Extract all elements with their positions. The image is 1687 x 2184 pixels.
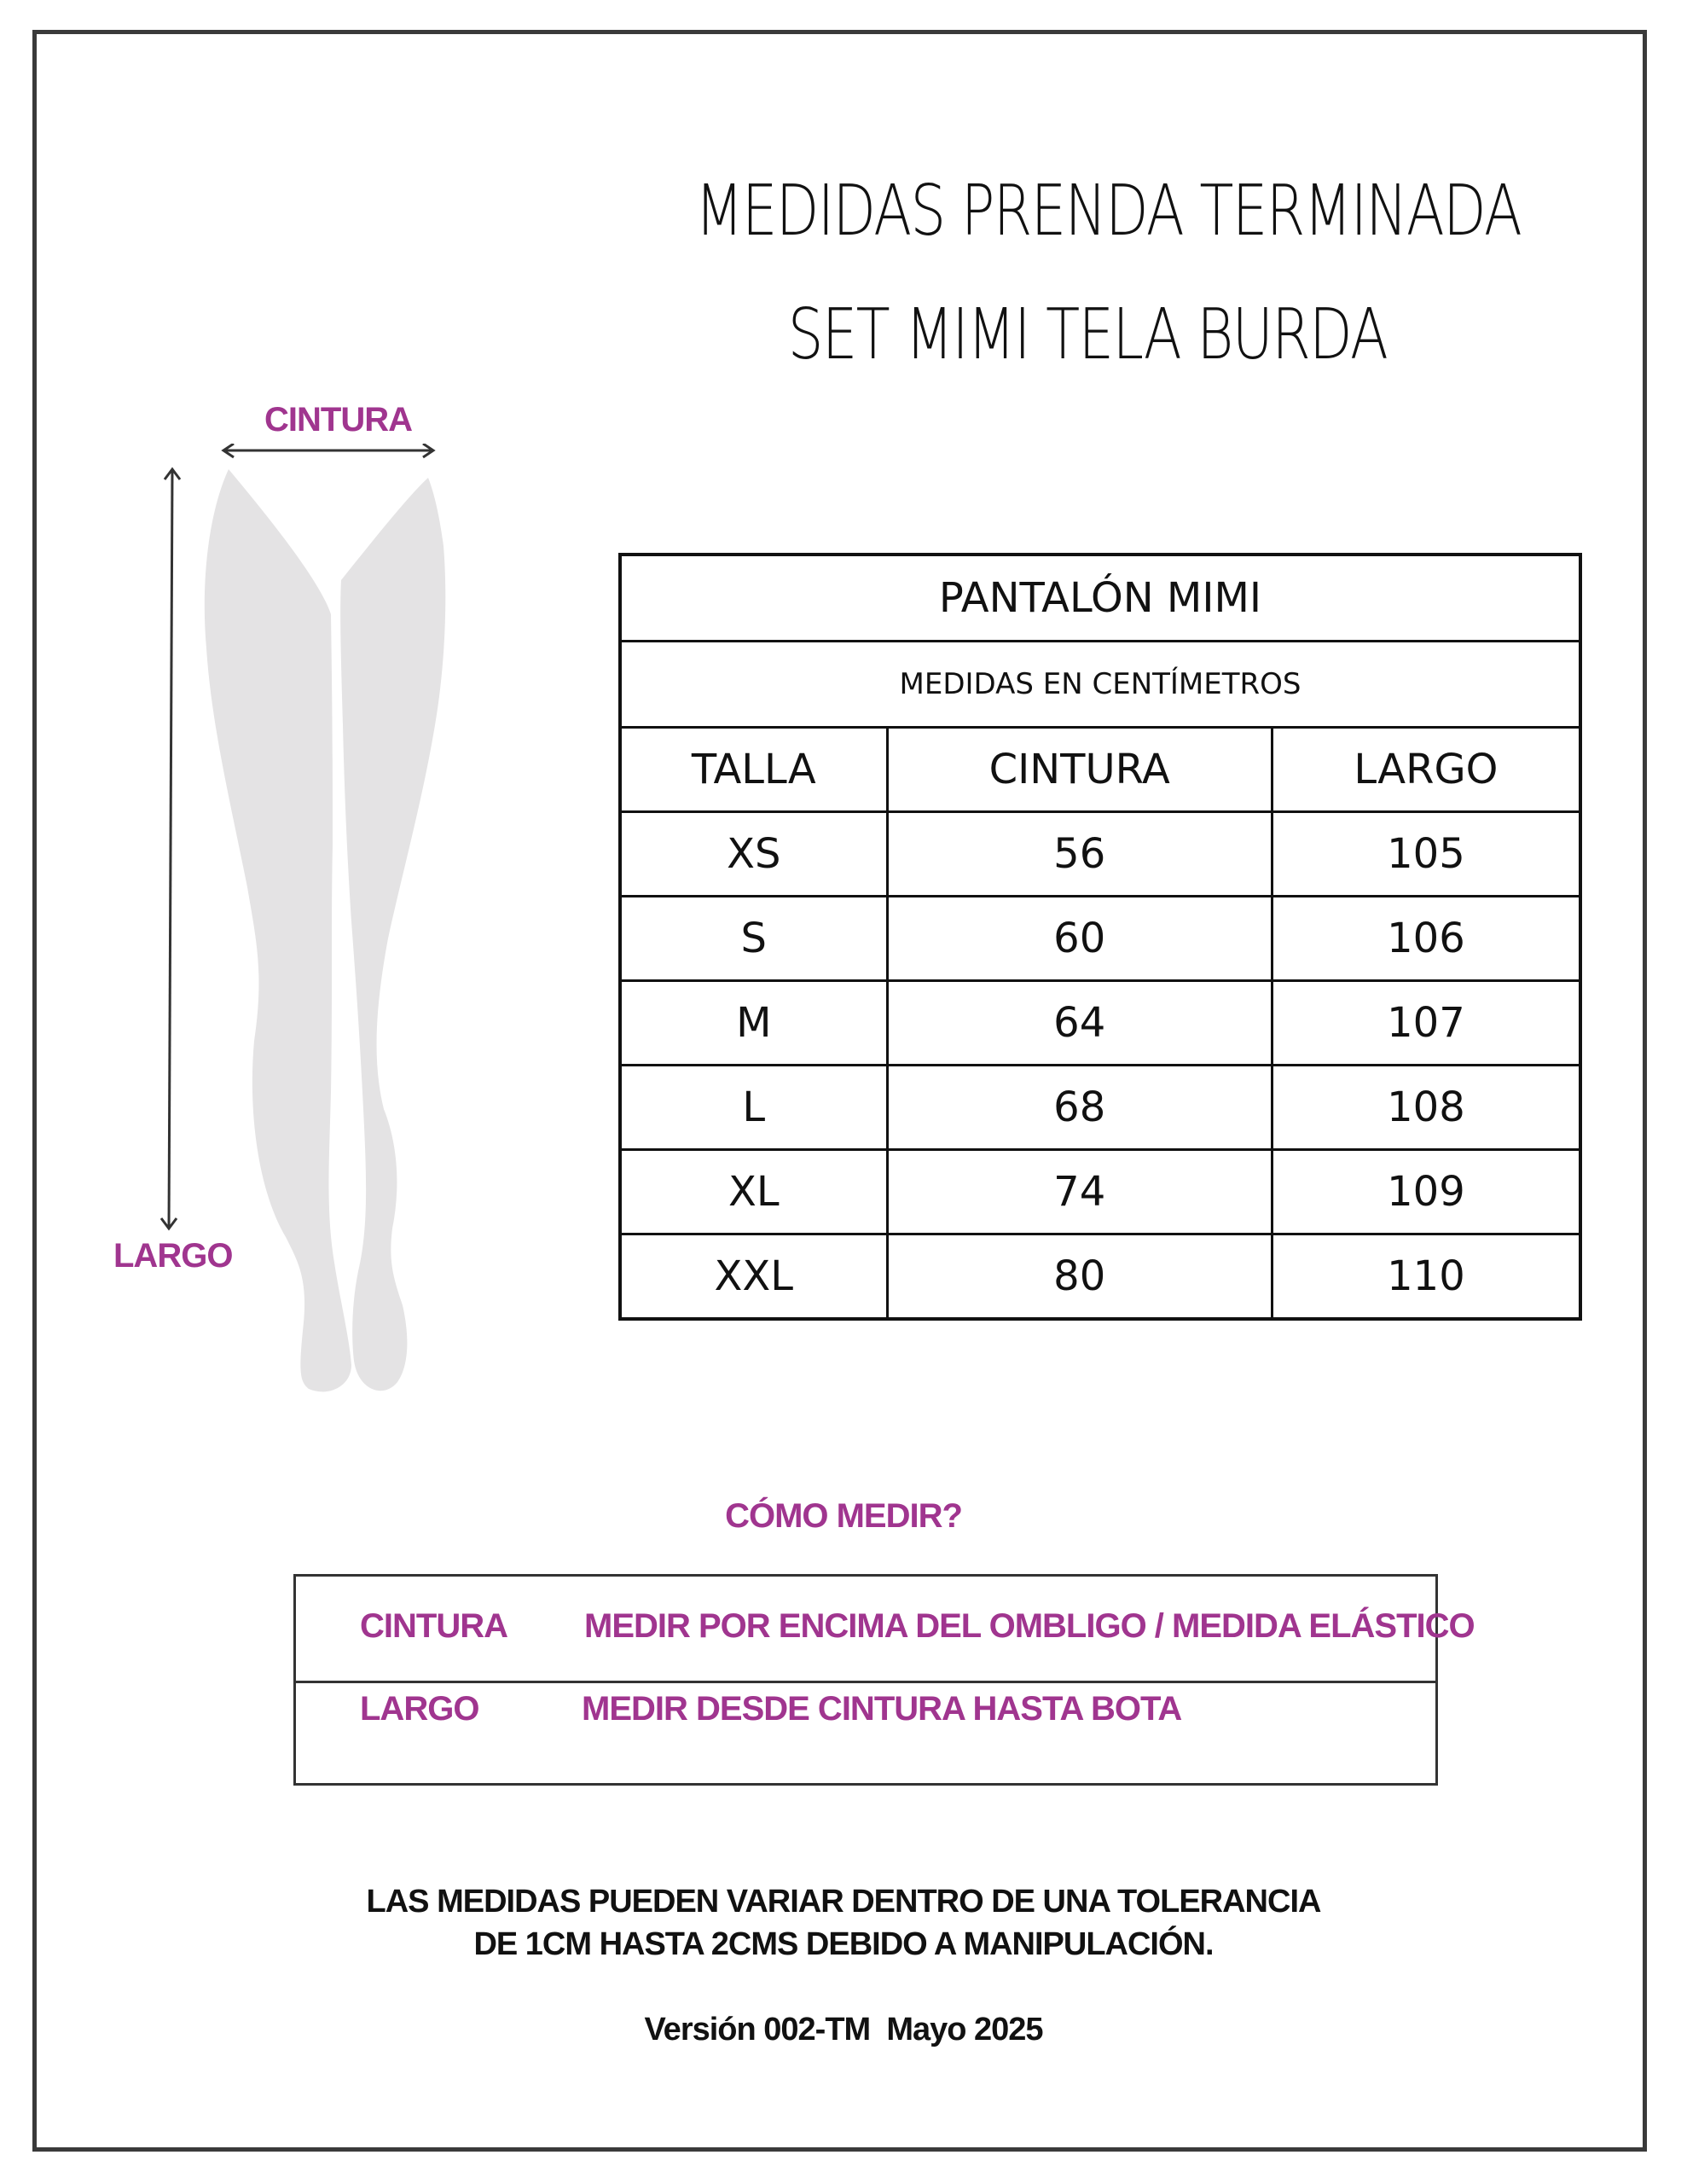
cell-cintura: 80 xyxy=(887,1234,1272,1320)
how-to-instruction: MEDIR POR ENCIMA DEL OMBLIGO / MEDIDA ELÁSTICO xyxy=(584,1607,1475,1645)
column-header-largo: LARGO xyxy=(1272,728,1580,812)
cell-talla: S xyxy=(620,897,887,981)
how-to-instruction: MEDIR DESDE CINTURA HASTA BOTA xyxy=(582,1690,1182,1728)
cell-largo: 110 xyxy=(1272,1234,1580,1320)
figure-label-cintura: CINTURA xyxy=(264,401,412,439)
page-title-line1: MEDIDAS PRENDA TERMINADA xyxy=(695,171,1522,252)
cell-talla: XL xyxy=(620,1150,887,1234)
cell-cintura: 68 xyxy=(887,1066,1272,1150)
right-leg-shape xyxy=(340,478,445,1391)
figure-label-largo: LARGO xyxy=(113,1237,233,1275)
table-row xyxy=(620,1066,1580,1150)
left-leg-shape xyxy=(205,469,351,1391)
table-row xyxy=(620,1234,1580,1320)
legs-illustration xyxy=(128,444,486,1408)
cell-largo: 108 xyxy=(1272,1066,1580,1150)
size-table xyxy=(618,553,1582,1321)
table-row xyxy=(620,897,1580,981)
how-to-table xyxy=(293,1574,1475,1786)
cell-cintura: 64 xyxy=(887,981,1272,1066)
cell-largo: 107 xyxy=(1272,981,1580,1066)
how-to-key: CINTURA xyxy=(360,1607,507,1645)
cell-largo: 105 xyxy=(1272,812,1580,897)
table-row xyxy=(620,812,1580,897)
cell-talla: L xyxy=(620,1066,887,1150)
cell-cintura: 60 xyxy=(887,897,1272,981)
column-header-talla: TALLA xyxy=(620,728,887,812)
version-label: Versión 002-TM Mayo 2025 xyxy=(644,2012,1043,2048)
how-to-title: CÓMO MEDIR? xyxy=(725,1497,962,1535)
waist-arrow xyxy=(223,444,433,457)
tolerance-note-line2: DE 1CM HASTA 2CMS DEBIDO A MANIPULACIÓN. xyxy=(473,1926,1214,1962)
how-to-row-cintura xyxy=(296,1577,1475,1683)
cell-largo: 106 xyxy=(1272,897,1580,981)
cell-talla: XXL xyxy=(620,1234,887,1320)
column-header-cintura: CINTURA xyxy=(887,728,1272,812)
cell-cintura: 74 xyxy=(887,1150,1272,1234)
table-row xyxy=(620,1150,1580,1234)
length-arrow xyxy=(161,469,180,1228)
how-to-row-largo xyxy=(296,1682,1435,1786)
cell-talla: M xyxy=(620,981,887,1066)
cell-talla: XS xyxy=(620,812,887,897)
table-header-row xyxy=(620,728,1580,812)
cell-cintura: 56 xyxy=(887,812,1272,897)
tolerance-note-line1: LAS MEDIDAS PUEDEN VARIAR DENTRO DE UNA TOLERANCIA xyxy=(366,1884,1321,1920)
table-row xyxy=(620,981,1580,1066)
page-title-line2: SET MIMI TELA BURDA xyxy=(787,294,1388,375)
table-subcaption: MEDIDAS EN CENTÍMETROS xyxy=(620,642,1580,728)
cell-largo: 109 xyxy=(1272,1150,1580,1234)
how-to-key: LARGO xyxy=(360,1690,479,1728)
table-caption: PANTALÓN MIMI xyxy=(620,555,1580,642)
